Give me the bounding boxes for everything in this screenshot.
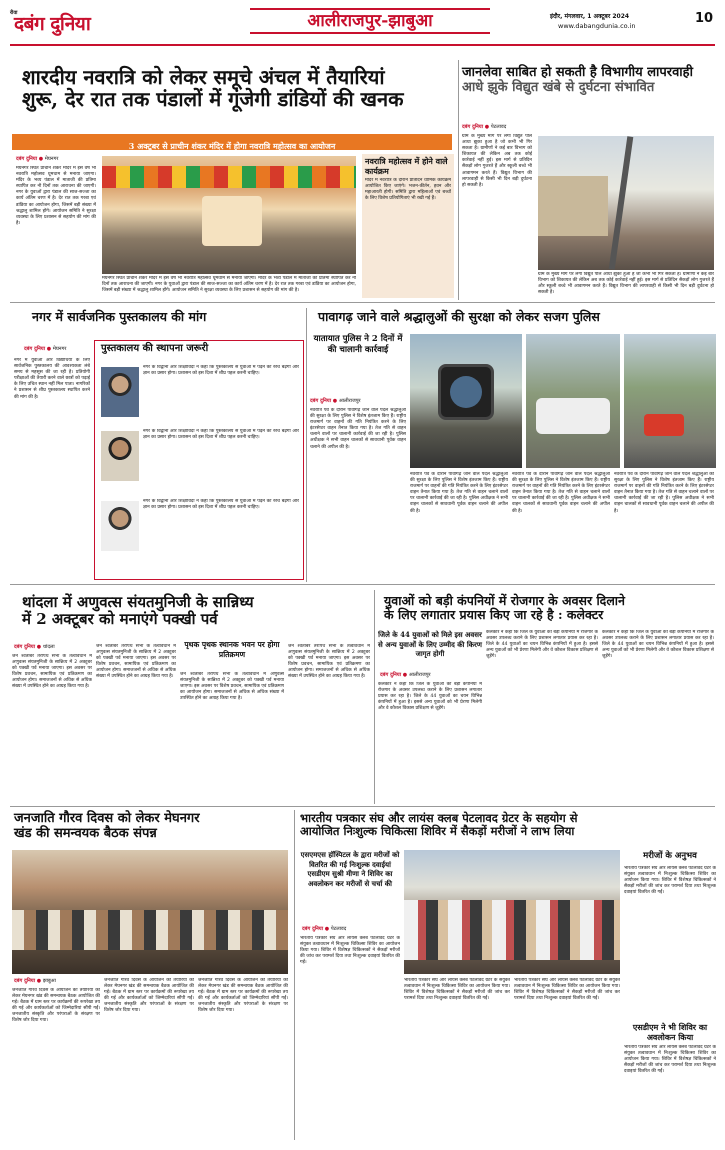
rule-2 — [10, 584, 715, 585]
s8-headline-line2: आयोजित निःशुल्क चिकित्सा शिविर में सैकड़ों मरीजों ने लाभ लिया — [300, 823, 575, 838]
region-banner — [250, 8, 490, 34]
s6-byline-place: आलीराजपुर — [408, 672, 431, 678]
region-title: आलीराजपुर-झाबुआ — [307, 11, 433, 31]
s7-byline: दबंग दुनिया ● झाबुआ — [14, 978, 56, 984]
s3-box-body-2: नगर के विद्वानों और शिक्षाविदों ने कहा कि पुस्तकालय से युवाओं में पढ़ने की रुचि बढ़ेगी और ज्ञान का प्रसार होगा। प्रशासन को इस दिशा में शीघ्र पहल करनी चाहिए। — [143, 429, 299, 441]
s8-side1-title: मरीजों के अनुभव — [643, 851, 697, 861]
s4-box-title: यातायात पुलिस ने 2 दिनों में की चालानी कार्रवाई — [313, 334, 403, 355]
s3-headline: नगर में सार्वजनिक पुस्तकालय की मांग — [32, 309, 207, 324]
s7-byline-place: झाबुआ — [42, 978, 56, 984]
s8-byline-place: पेटलावद — [330, 926, 347, 932]
rule-1 — [10, 302, 715, 303]
s2-byline: दबंग दुनिया ● पेटलावद — [462, 124, 507, 130]
s1-headline-line2: शुरू, देर रात तक पंडालों में गूंजेगी डांडियों की खनक — [22, 87, 404, 112]
s4-byline-place: आलीराजपुर — [338, 398, 361, 404]
s2-byline-place: पेटलावद — [490, 124, 507, 130]
masthead — [10, 8, 715, 44]
s2-body: ग्राम के मुख्य मार्ग पर लगा विद्युत पोल आधा झुका हुआ है जो कभी भी गिर सकता है। ग्रामीणों ने कई बार विभाग को शिकायत की लेकिन अब तक कोई कार्रवाई नहीं हुई। इस मार्ग से प्रतिदिन सैकड़ों लोग गुजरते हैं और स्कूली बच्चे भी आवागमन करते हैं। विद्युत विभाग की लापरवाही से किसी भी दिन बड़ी दुर्घटना हो सकती है। — [462, 134, 532, 188]
s1-byline: दबंग दुनिया ● मेघनगर — [16, 156, 59, 162]
s6-headline-line1: युवाओं को बड़ी कंपनियों में रोजगार के अवसर दिलाने — [384, 593, 625, 608]
s8-headline-line1: भारतीय पत्रकार संघ और लायंस क्लब पेटलावद ग्रेटर के सहयोग से — [300, 811, 578, 825]
s5-box-title: पृथक पृथक स्थानक भवन पर होगा प्रतिक्रमण — [184, 640, 280, 659]
s4-body-2: नवरात्रि पर्व के दौरान पावागढ़ जाने वाले पैदल श्रद्धालुओं की सुरक्षा के लिए पुलिस ने विशेष इंतजाम किए हैं। राष्ट्रीय राजमार्ग पर वाहनों की गति नियंत्रित करने के लिए इंटरसेप्टर वाहन तैनात किया गया है। तेज गति से वाहन चलाने वालों पर चालानी कार्रवाई की जा रही है। पुलिस अधीक्षक ने सभी वाहन चालकों से सावधानी पूर्वक वाहन चलाने की अपील की है। — [410, 472, 508, 514]
s4-body-1: नवरात्रि पर्व के दौरान पावागढ़ जाने वाले पैदल श्रद्धालुओं की सुरक्षा के लिए पुलिस ने विशेष इंतजाम किए हैं। राष्ट्रीय राजमार्ग पर वाहनों की गति नियंत्रित करने के लिए इंटरसेप्टर वाहन तैनात किया गया है। तेज गति से वाहन चलाने वालों पर चालानी कार्रवाई की जा रही है। पुलिस अधीक्षक ने सभी वाहन चालकों से सावधानी पूर्वक वाहन चलाने की अपील की है। — [310, 408, 406, 450]
s3-box-body-3: नगर के विद्वानों और शिक्षाविदों ने कहा कि पुस्तकालय से युवाओं में पढ़ने की रुचि बढ़ेगी और ज्ञान का प्रसार होगा। प्रशासन को इस दिशा में शीघ्र पहल करनी चाहिए। — [143, 499, 299, 511]
s6-body-2: कलेक्टर ने कहा कि जिले के युवाओं को बड़ी कंपनियों में रोजगार के अवसर उपलब्ध कराने के लिए प्रशासन लगातार प्रयास कर रहा है। जिले के 44 युवाओं का चयन विभिन्न कंपनियों में हुआ है। इससे अन्य युवाओं को भी प्रेरणा मिलेगी और वे कौशल विकास प्रशिक्षण से जुड़ेंगे। — [486, 630, 598, 660]
s4-photo-road — [624, 334, 716, 468]
s5-byline-name: दबंग दुनिया — [14, 644, 35, 650]
s8-headline — [300, 812, 714, 838]
s6-headline-line2: के लिए लगातार प्रयास किए जा रहे है : कलेक्टर — [384, 607, 604, 622]
s5-body-3: जैन श्वेतांबर तेरापंथ सभा के तत्वावधान में अणुवत्स संयतमुनिजी के सान्निध्य में 2 अक्टूबर को पक्खी पर्व मनाया जाएगा। इस अवसर पर विशेष प्रवचन, सामायिक एवं प्रतिक्रमण का आयोजन होगा। समाजजनों से अधिक से अधिक संख्या में उपस्थित होने का आग्रह किया गया है। — [180, 672, 284, 702]
s1-byline-name: दबंग दुनिया — [16, 156, 37, 162]
s7-headline — [14, 812, 294, 841]
s7-photo — [12, 850, 288, 974]
s4-headline: पावागढ़ जाने वाले श्रद्धालुओं की सुरक्षा को लेकर सजग पुलिस — [318, 309, 600, 324]
s8-box — [300, 850, 400, 922]
s6-box — [378, 630, 482, 670]
s7-body-1: जनजाति गौरव दिवस के आयोजन की तैयारियों को लेकर मेघनगर खंड की समन्वयक बैठक आयोजित की गई। बैठक में ग्राम स्तर पर कार्यक्रमों की रूपरेखा तय की गई और कार्यकर्ताओं को जिम्मेदारियां सौंपी गईं। जनजातीय संस्कृति और परंपराओं के संरक्षण पर विशेष जोर दिया गया। — [12, 988, 100, 1024]
s5-byline-place: थांदला — [42, 644, 55, 650]
s7-body-2: जनजाति गौरव दिवस के आयोजन की तैयारियों को लेकर मेघनगर खंड की समन्वयक बैठक आयोजित की गई। बैठक में ग्राम स्तर पर कार्यक्रमों की रूपरेखा तय की गई और कार्यकर्ताओं को जिम्मेदारियां सौंपी गईं। जनजातीय संस्कृति और परंपराओं के संरक्षण पर विशेष जोर दिया गया। — [104, 978, 194, 1014]
s2-photo — [538, 136, 714, 270]
s3-box-title: पुस्तकालय की स्थापना जरूरी — [101, 343, 209, 354]
photo-decor — [102, 166, 356, 188]
s5-headline-line1: थांदला में अणुवत्स संयतमुनिजी के सान्निध्य — [22, 593, 254, 611]
s2-body-2: ग्राम के मुख्य मार्ग पर लगा विद्युत पोल आधा झुका हुआ है जो कभी भी गिर सकता है। ग्रामीणों ने कई बार विभाग को शिकायत की लेकिन अब तक कोई कार्रवाई नहीं हुई। इस मार्ग से प्रतिदिन सैकड़ों लोग गुजरते हैं और स्कूली बच्चे भी आवागमन करते हैं। विद्युत विभाग की लापरवाही से किसी भी दिन बड़ी दुर्घटना हो सकती है। — [538, 272, 714, 296]
s3-byline-place: मेघनगर — [52, 346, 67, 352]
s8-box-title: एसएमएस हॉस्पिटल के द्वारा मरीजों को वितरित की गई निःशुल्क दवाईयां एसडीएम सुश्री मीणा ने शिविर का अवलोकन कर मरीजों से चर्चा की — [300, 850, 400, 888]
s8-side1-body: भारतीय पत्रकार संघ और लायंस क्लब पेटलावद ग्रेटर के संयुक्त तत्वावधान में निःशुल्क चिकित्सा शिविर का आयोजन किया गया। शिविर में विशेषज्ञ चिकित्सकों ने सैकड़ों मरीजों की जांच कर परामर्श दिया तथा निःशुल्क दवाइयां वितरित की गईं। — [624, 866, 716, 896]
s1-photo — [102, 156, 356, 274]
s1-box-body: मंदिर में नवरात्रि के दौरान प्रतिदिन धार्मिक कार्यक्रम आयोजित किए जाएंगे। भजन-कीर्तन, हवन और महाआरती होगी। समिति द्वारा महिलाओं एवं बच्चों के लिए विशेष प्रतियोगिताएं भी रखी गई हैं। — [365, 178, 451, 202]
page-number: 10 — [694, 11, 714, 26]
s4-photo-speedgun — [410, 334, 522, 468]
s2-headline-line2: आधे झुके विद्युत खंबे से दुर्घटना संभावित — [462, 79, 655, 95]
s3-box-body-1: नगर के विद्वानों और शिक्षाविदों ने कहा कि पुस्तकालय से युवाओं में पढ़ने की रुचि बढ़ेगी और ज्ञान का प्रसार होगा। प्रशासन को इस दिशा में शीघ्र पहल करनी चाहिए। — [143, 365, 299, 377]
s8-side2-body: भारतीय पत्रकार संघ और लायंस क्लब पेटलावद ग्रेटर के संयुक्त तत्वावधान में निःशुल्क चिकित्सा शिविर का आयोजन किया गया। शिविर में विशेषज्ञ चिकित्सकों ने सैकड़ों मरीजों की जांच कर परामर्श दिया तथा निःशुल्क दवाइयां वितरित की गईं। — [624, 1045, 716, 1075]
s5-body-1: जैन श्वेतांबर तेरापंथ सभा के तत्वावधान में अणुवत्स संयतमुनिजी के सान्निध्य में 2 अक्टूबर को पक्खी पर्व मनाया जाएगा। इस अवसर पर विशेष प्रवचन, सामायिक एवं प्रतिक्रमण का आयोजन होगा। समाजजनों से अधिक से अधिक संख्या में उपस्थित होने का आग्रह किया गया है। — [12, 654, 92, 690]
s3-portrait-3 — [101, 501, 139, 551]
s6-box-title: जिले के 44 युवाओं को मिले इस अवसर से अन्य युवाओं के लिए उम्मीद की किरण जागृत होगी — [378, 630, 482, 658]
s8-side2-title: एसडीएम ने भी शिविर का अवलोकन किया — [632, 1022, 708, 1042]
rule-3 — [10, 806, 715, 807]
header-rule — [10, 44, 715, 46]
s5-box — [180, 640, 284, 668]
s4-byline: दबंग दुनिया ● आलीराजपुर — [310, 398, 361, 404]
s3-byline: दबंग दुनिया ● मेघनगर — [24, 346, 67, 352]
s3-box — [94, 340, 304, 580]
s3-byline-name: दबंग दुनिया — [24, 346, 45, 352]
column-rule-2 — [306, 308, 307, 582]
header-site: www.dabangdunia.co.in — [558, 22, 636, 30]
s8-byline-name: दबंग दुनिया — [302, 926, 323, 932]
s8-body-2: भारतीय पत्रकार संघ और लायंस क्लब पेटलावद ग्रेटर के संयुक्त तत्वावधान में निःशुल्क चिकित्सा शिविर का आयोजन किया गया। शिविर में विशेषज्ञ चिकित्सकों ने सैकड़ों मरीजों की जांच कर परामर्श दिया तथा निःशुल्क दवाइयां वितरित की गईं। — [404, 978, 510, 1002]
s6-byline: दबंग दुनिया ● आलीराजपुर — [380, 672, 431, 678]
s4-byline-name: दबंग दुनिया — [310, 398, 331, 404]
s6-body-1: कलेक्टर ने कहा कि जिले के युवाओं को बड़ी कंपनियों में रोजगार के अवसर उपलब्ध कराने के लिए प्रशासन लगातार प्रयास कर रहा है। जिले के 44 युवाओं का चयन विभिन्न कंपनियों में हुआ है। इससे अन्य युवाओं को भी प्रेरणा मिलेगी और वे कौशल विकास प्रशिक्षण से जुड़ेंगे। — [378, 682, 482, 712]
logo-text: दबंग दुनिया — [14, 13, 91, 35]
s8-byline: दबंग दुनिया ● पेटलावद — [302, 926, 347, 932]
s7-headline-line2: खंड की समन्वयक बैठक संपन्न — [14, 825, 157, 841]
s1-headline — [22, 66, 452, 111]
s1-strap-text: 3 अक्टूबर से प्राचीन शंकर मंदिर में होगा नवरात्रि महोत्सव का आयोजन — [128, 141, 336, 151]
s1-byline-place: मेघनगर — [44, 156, 59, 162]
s2-headline-line1: जानलेवा साबित हो सकती है विभागीय लापरवाही — [462, 65, 693, 80]
s7-body-3: जनजाति गौरव दिवस के आयोजन की तैयारियों को लेकर मेघनगर खंड की समन्वयक बैठक आयोजित की गई। बैठक में ग्राम स्तर पर कार्यक्रमों की रूपरेखा तय की गई और कार्यकर्ताओं को जिम्मेदारियां सौंपी गईं। जनजातीय संस्कृति और परंपराओं के संरक्षण पर विशेष जोर दिया गया। — [198, 978, 288, 1014]
s3-portrait-2 — [101, 431, 139, 481]
s6-body-3: कलेक्टर ने कहा कि जिले के युवाओं को बड़ी कंपनियों में रोजगार के अवसर उपलब्ध कराने के लिए प्रशासन लगातार प्रयास कर रहा है। जिले के 44 युवाओं का चयन विभिन्न कंपनियों में हुआ है। इससे अन्य युवाओं को भी प्रेरणा मिलेगी और वे कौशल विकास प्रशिक्षण से जुड़ेंगे। — [602, 630, 714, 660]
s1-box-title: नवरात्रि महोत्सव में होने वाले कार्यक्रम — [365, 156, 448, 176]
s1-headline-line1: शारदीय नवरात्रि को लेकर समूचे अंचल में तैयारियां — [22, 65, 385, 89]
s5-headline-line2: में 2 अक्टूबर को मनाएंगे पक्खी पर्व — [22, 609, 218, 628]
s8-photo — [404, 850, 620, 974]
s5-body-2: जैन श्वेतांबर तेरापंथ सभा के तत्वावधान में अणुवत्स संयतमुनिजी के सान्निध्य में 2 अक्टूबर को पक्खी पर्व मनाया जाएगा। इस अवसर पर विशेष प्रवचन, सामायिक एवं प्रतिक्रमण का आयोजन होगा। समाजजनों से अधिक से अधिक संख्या में उपस्थित होने का आग्रह किया गया है। — [96, 644, 176, 680]
column-rule-3 — [374, 590, 375, 804]
s6-headline — [384, 594, 714, 622]
s1-box — [362, 154, 454, 298]
s5-headline — [22, 594, 382, 628]
s5-byline: दबंग दुनिया ● थांदला — [14, 644, 55, 650]
s7-byline-name: दबंग दुनिया — [14, 978, 35, 984]
s8-body-1: भारतीय पत्रकार संघ और लायंस क्लब पेटलावद ग्रेटर के संयुक्त तत्वावधान में निःशुल्क चिकित्सा शिविर का आयोजन किया गया। शिविर में विशेषज्ञ चिकित्सकों ने सैकड़ों मरीजों की जांच कर परामर्श दिया तथा निःशुल्क दवाइयां वितरित की गईं। — [300, 936, 400, 966]
s1-body-col: मेघनगर स्थित प्राचीन शंकर मंदिर में इस वर्ष भी नवरात्रि महोत्सव धूमधाम से मनाया जाएगा। मंदिर के भव्य पंडाल में माताजी की प्रतिमा स्थापित कर नौ दिनों तक आराधना की जाएगी। नगर के युवाओं द्वारा पंडाल की साज-सज्जा का कार्य अंतिम चरण में है। देर रात तक गरबा एवं डांडिया का आयोजन होगा, जिसमें बड़ी संख्या में श्रद्धालु शामिल होंगे। आयोजन समिति ने सुरक्षा व्यवस्था के लिए प्रशासन से सहयोग की मांग की है। — [16, 166, 96, 226]
s8-side — [624, 850, 716, 1138]
s5-body-4: जैन श्वेतांबर तेरापंथ सभा के तत्वावधान में अणुवत्स संयतमुनिजी के सान्निध्य में 2 अक्टूबर को पक्खी पर्व मनाया जाएगा। इस अवसर पर विशेष प्रवचन, सामायिक एवं प्रतिक्रमण का आयोजन होगा। समाजजनों से अधिक से अधिक संख्या में उपस्थित होने का आग्रह किया गया है। — [288, 644, 370, 680]
header-date: इंदौर, मंगलवार, 1 अक्टूबर 2024 — [550, 13, 630, 20]
column-rule-1 — [458, 60, 459, 300]
s2-headline — [462, 66, 714, 95]
s4-photo-car — [526, 334, 620, 468]
s2-byline-name: दबंग दुनिया — [462, 124, 483, 130]
column-rule-4 — [294, 810, 295, 1140]
s8-body-3: भारतीय पत्रकार संघ और लायंस क्लब पेटलावद ग्रेटर के संयुक्त तत्वावधान में निःशुल्क चिकित्सा शिविर का आयोजन किया गया। शिविर में विशेषज्ञ चिकित्सकों ने सैकड़ों मरीजों की जांच कर परामर्श दिया तथा निःशुल्क दवाइयां वितरित की गईं। — [514, 978, 620, 1002]
s1-body-col-2: मेघनगर स्थित प्राचीन शंकर मंदिर में इस वर्ष भी नवरात्रि महोत्सव धूमधाम से मनाया जाएगा। मंदिर के भव्य पंडाल में माताजी की प्रतिमा स्थापित कर नौ दिनों तक आराधना की जाएगी। नगर के युवाओं द्वारा पंडाल की साज-सज्जा का कार्य अंतिम चरण में है। देर रात तक गरबा एवं डांडिया का आयोजन होगा, जिसमें बड़ी संख्या में श्रद्धालु शामिल होंगे। आयोजन समिति ने सुरक्षा व्यवस्था के लिए प्रशासन से सहयोग की मांग की है। — [102, 276, 356, 294]
logo — [10, 10, 128, 36]
s3-body: नगर में युवाओं और विद्यार्थियों के लिए सार्वजनिक पुस्तकालय की आवश्यकता लंबे समय से महसूस की जा रही है। प्रतियोगी परीक्षाओं की तैयारी करने वाले छात्रों को पढ़ाई के लिए उचित स्थान नहीं मिल पाता। नागरिकों ने प्रशासन से शीघ्र पुस्तकालय स्थापित करने की मांग की है। — [14, 358, 90, 400]
s4-body-4: नवरात्रि पर्व के दौरान पावागढ़ जाने वाले पैदल श्रद्धालुओं की सुरक्षा के लिए पुलिस ने विशेष इंतजाम किए हैं। राष्ट्रीय राजमार्ग पर वाहनों की गति नियंत्रित करने के लिए इंटरसेप्टर वाहन तैनात किया गया है। तेज गति से वाहन चलाने वालों पर चालानी कार्रवाई की जा रही है। पुलिस अधीक्षक ने सभी वाहन चालकों से सावधानी पूर्वक वाहन चलाने की अपील की है। — [614, 472, 714, 514]
s4-body-3: नवरात्रि पर्व के दौरान पावागढ़ जाने वाले पैदल श्रद्धालुओं की सुरक्षा के लिए पुलिस ने विशेष इंतजाम किए हैं। राष्ट्रीय राजमार्ग पर वाहनों की गति नियंत्रित करने के लिए इंटरसेप्टर वाहन तैनात किया गया है। तेज गति से वाहन चलाने वालों पर चालानी कार्रवाई की जा रही है। पुलिस अधीक्षक ने सभी वाहन चालकों से सावधानी पूर्वक वाहन चलाने की अपील की है। — [512, 472, 610, 514]
s1-strap — [12, 134, 452, 150]
s3-portrait-1 — [101, 367, 139, 417]
logo-small: रीवा — [10, 10, 18, 16]
s6-byline-name: दबंग दुनिया — [380, 672, 401, 678]
s7-headline-line1: जनजाति गौरव दिवस को लेकर मेघनगर — [14, 811, 200, 826]
